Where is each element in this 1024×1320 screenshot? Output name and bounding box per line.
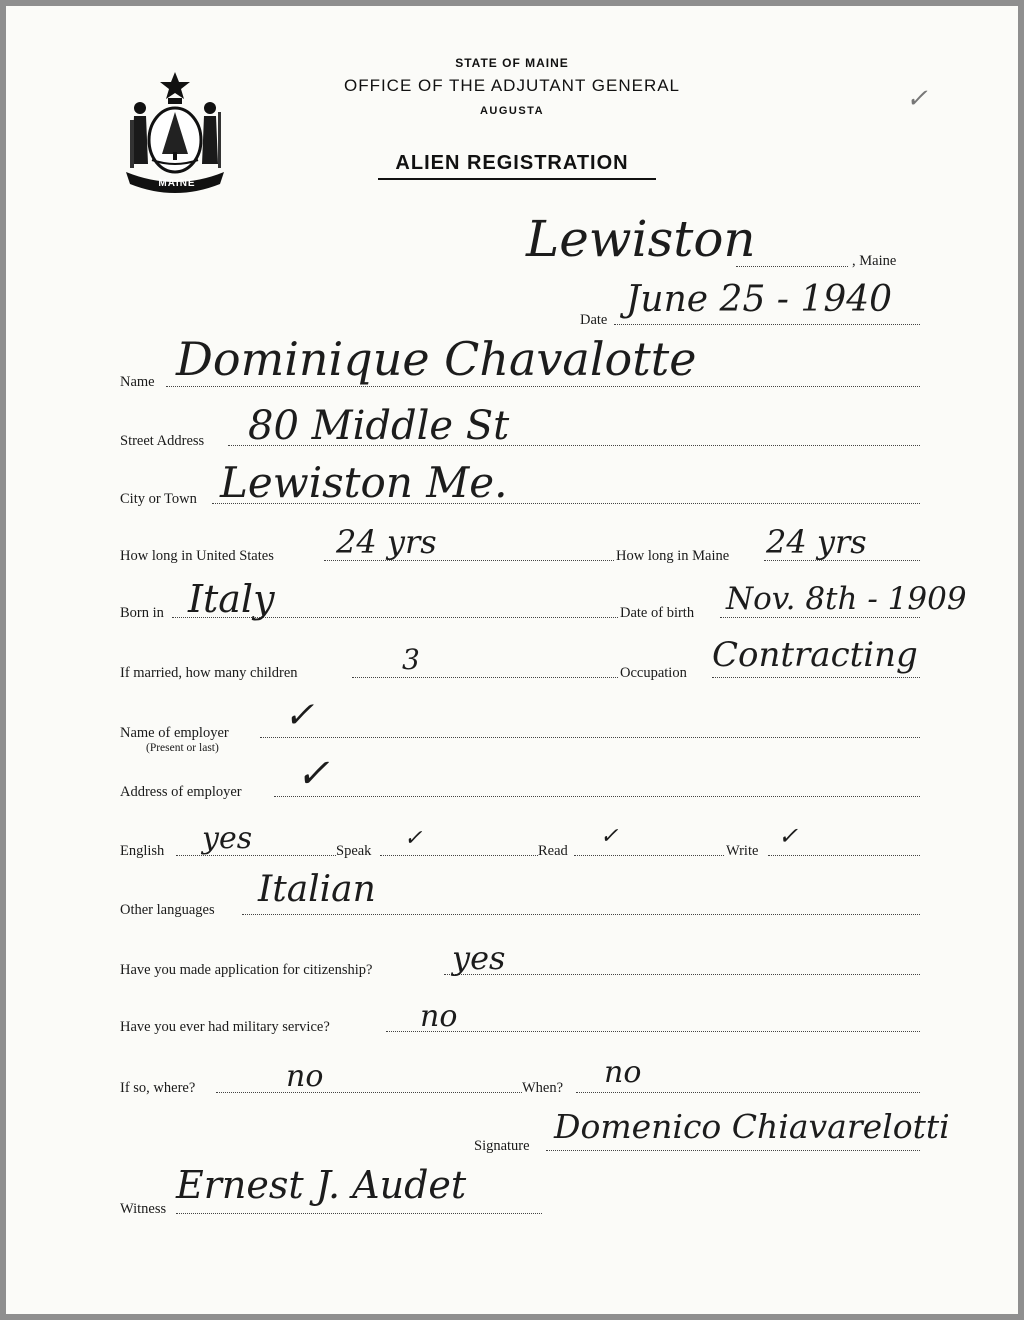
date-of-birth-label: Date of birth [620,605,695,621]
how-long-maine-label: How long in Maine [616,548,730,564]
street-label: Street Address [120,433,205,449]
occupation-value: Contracting [712,635,918,675]
office-heading: OFFICE OF THE ADJUTANT GENERAL [343,76,681,95]
witness-value: Ernest J. Audet [176,1163,467,1207]
signature-value: Domenico Chiavarelotti [554,1107,950,1146]
military-label: Have you ever had military service? [120,1019,330,1035]
corner-check-mark: ✓ [906,84,928,114]
born-in-value: Italy [188,577,275,621]
born-in-label: Born in [120,605,164,621]
date-of-birth-value: Nov. 8th - 1909 [726,581,967,617]
name-value: Dominique Chavalotte [176,332,697,386]
other-languages-label: Other languages [120,902,215,918]
registration-form [6,6,1018,1314]
where-label: If so, where? [120,1080,196,1096]
title-underline [378,178,656,180]
form-title: ALIEN REGISTRATION [395,152,629,174]
children-value: 3 [402,643,420,676]
employer-name-label: Name of employer [120,725,229,741]
witness-label: Witness [120,1201,167,1217]
write-label: Write [726,843,759,859]
read-value: ✓ [600,824,619,849]
occupation-label: Occupation [620,665,687,681]
employer-name-value: ✓ [284,695,315,736]
employer-address-value: ✓ [296,751,330,797]
children-label: If married, how many children [120,665,298,681]
date-label: Date [580,312,608,328]
how-long-maine-value: 24 yrs [766,523,867,561]
citizenship-label: Have you made application for citizenship? [120,962,373,978]
signature-label: Signature [474,1138,530,1154]
where-value: no [286,1059,324,1094]
name-label: Name [120,374,155,390]
when-label: When? [522,1080,564,1096]
street-value: 80 Middle St [248,403,510,449]
maine-label: , Maine [852,253,897,269]
date-value: June 25 - 1940 [626,279,893,320]
other-languages-value: Italian [258,869,376,910]
how-long-us-value: 24 yrs [336,523,437,561]
city-label: City or Town [120,491,197,507]
when-value: no [604,1055,642,1090]
city-value: Lewiston Me. [220,458,508,507]
english-value: yes [202,821,253,856]
write-value: ✓ [778,822,799,850]
seal-banner-text: MAINE [158,178,196,189]
speak-label: Speak [336,843,372,859]
english-label: English [120,843,165,859]
how-long-us-label: How long in United States [120,548,274,564]
read-label: Read [538,843,568,859]
employer-note: (Present or last) [146,742,219,754]
military-value: no [420,999,458,1034]
town-value: Lewiston [526,210,756,268]
employer-address-label: Address of employer [120,784,242,800]
city-heading: AUGUSTA [479,105,545,117]
citizenship-value: yes [452,939,506,977]
state-heading: STATE OF MAINE [455,56,569,70]
speak-value: ✓ [404,826,423,851]
